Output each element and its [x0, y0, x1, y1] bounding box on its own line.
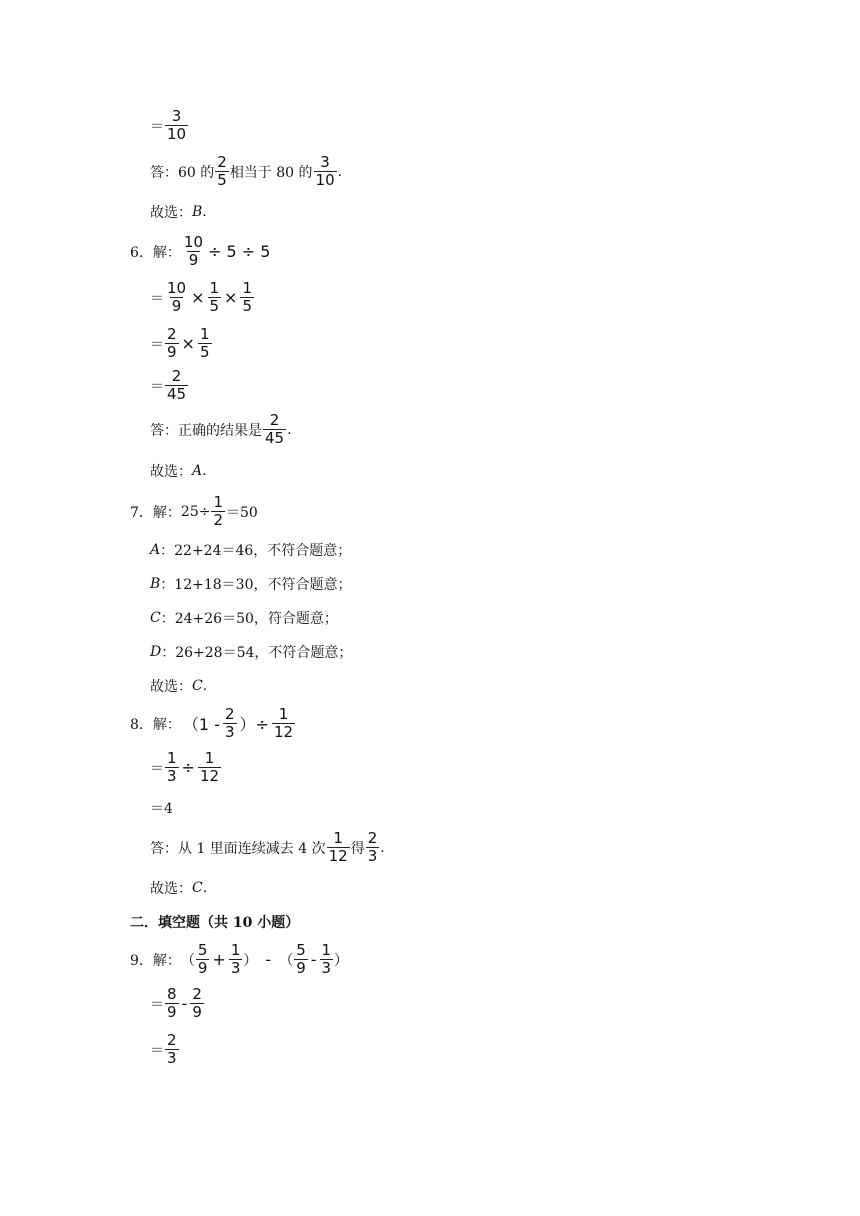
- choice-line: 故选： C .: [150, 678, 208, 695]
- fraction: $\frac{1}{3}$: [230, 941, 241, 977]
- question-label: 7．解：: [130, 504, 181, 521]
- fraction: $\frac{2}{5}$: [217, 153, 227, 189]
- step-line: ＝ $\frac{1}{3}$ ÷ $\frac{1}{12}$: [150, 749, 220, 785]
- step-line: [150, 108, 189, 143]
- step-line: ＝ $\frac{8}{9}$ - $\frac{2}{9}$: [150, 985, 202, 1021]
- step-line: ＝ $\frac{2}{9}$ × $\frac{1}{5}$: [150, 325, 210, 361]
- fraction: $\frac{1}{3}$: [321, 941, 332, 977]
- answer-line: 答：从 1 里面连续减去 4 次 $\frac{1}{12}$ 得 $\frac{2}{3}$ .: [150, 829, 385, 865]
- fraction: $\frac{1}{2}$: [213, 493, 224, 529]
- question-label: 9．解：: [130, 952, 181, 969]
- option-line: C ：24+26＝50，符合题意；: [150, 610, 338, 627]
- section-heading: 二．填空题（共 10 小题）: [130, 915, 300, 931]
- option-line: A ：22+24＝46，不符合题意；: [150, 542, 352, 559]
- step-line: ＝4: [150, 801, 173, 817]
- answer-line: 答：60 的 $\frac{2}{5}$ 相当于 80 的 $\frac{3}{10}$ .: [150, 153, 343, 189]
- fraction: $\frac{2}{9}$: [167, 325, 177, 361]
- fraction: $\frac{2}{3}$: [224, 705, 235, 741]
- fraction: $\frac{1}{12}$: [199, 749, 220, 785]
- answer-line: 答：正确的结果是 $\frac{2}{45}$ .: [150, 411, 292, 447]
- option-line: B ：12+18＝30，不符合题意；: [150, 576, 352, 593]
- question-7: 7．解： 25÷ $\frac{1}{2}$ ＝50: [130, 493, 258, 529]
- question-label: 6．解：: [130, 244, 181, 261]
- fraction: $\frac{5}{9}$: [296, 941, 306, 977]
- question-9: 9．解： （ $\frac{5}{9}$ + $\frac{1}{3}$ ） - （ $\frac{5}{9}$ - $\frac{1}{3}$ ）: [130, 941, 349, 977]
- question-label: 8．解：: [130, 716, 181, 733]
- choice-line: 故选： A .: [150, 463, 207, 480]
- fraction: $\frac{2}{3}$: [367, 829, 378, 865]
- fraction: $\frac{10}{9}$: [167, 279, 187, 315]
- step-line: ＝ $\frac{2}{45}$: [150, 367, 187, 403]
- fraction: $\frac{1}{12}$: [273, 705, 294, 741]
- fraction: $\frac{1}{5}$: [209, 279, 220, 315]
- fraction: $\frac{2}{3}$: [167, 1031, 177, 1067]
- fraction: $\frac{3}{10}$: [167, 107, 187, 143]
- fraction: $\frac{2}{9}$: [192, 985, 202, 1021]
- fraction: $\frac{2}{45}$: [265, 411, 285, 447]
- fraction: $\frac{10}{9}$: [183, 233, 204, 269]
- option-line: D ：26+28＝54，不符合题意；: [150, 644, 353, 661]
- choice-line: 故选： C .: [150, 880, 208, 897]
- fraction: $\frac{1}{12}$: [328, 829, 348, 865]
- fraction: $\frac{5}{9}$: [197, 941, 208, 977]
- equals-sign: ＝: [150, 118, 164, 135]
- fraction: $\frac{3}{10}$: [315, 153, 335, 189]
- fraction: $\frac{2}{45}$: [167, 367, 187, 403]
- fraction: $\frac{1}{5}$: [242, 279, 252, 315]
- step-line: ＝ $\frac{10}{9}$ × $\frac{1}{5}$ × $\frac{1}{5}$: [150, 279, 252, 315]
- fraction: $\frac{1}{3}$: [167, 749, 177, 785]
- fraction: $\frac{8}{9}$: [167, 985, 177, 1021]
- question-6: 6．解： $\frac{10}{9}$ ÷ 5 ÷ 5: [130, 233, 271, 269]
- fraction: $\frac{1}{5}$: [199, 325, 210, 361]
- question-8: 8．解： （1 - $\frac{2}{3}$ ）÷ $\frac{1}{12}$: [130, 705, 294, 741]
- step-line: ＝ $\frac{2}{3}$: [150, 1031, 177, 1067]
- choice-line: 故选： B .: [150, 204, 207, 221]
